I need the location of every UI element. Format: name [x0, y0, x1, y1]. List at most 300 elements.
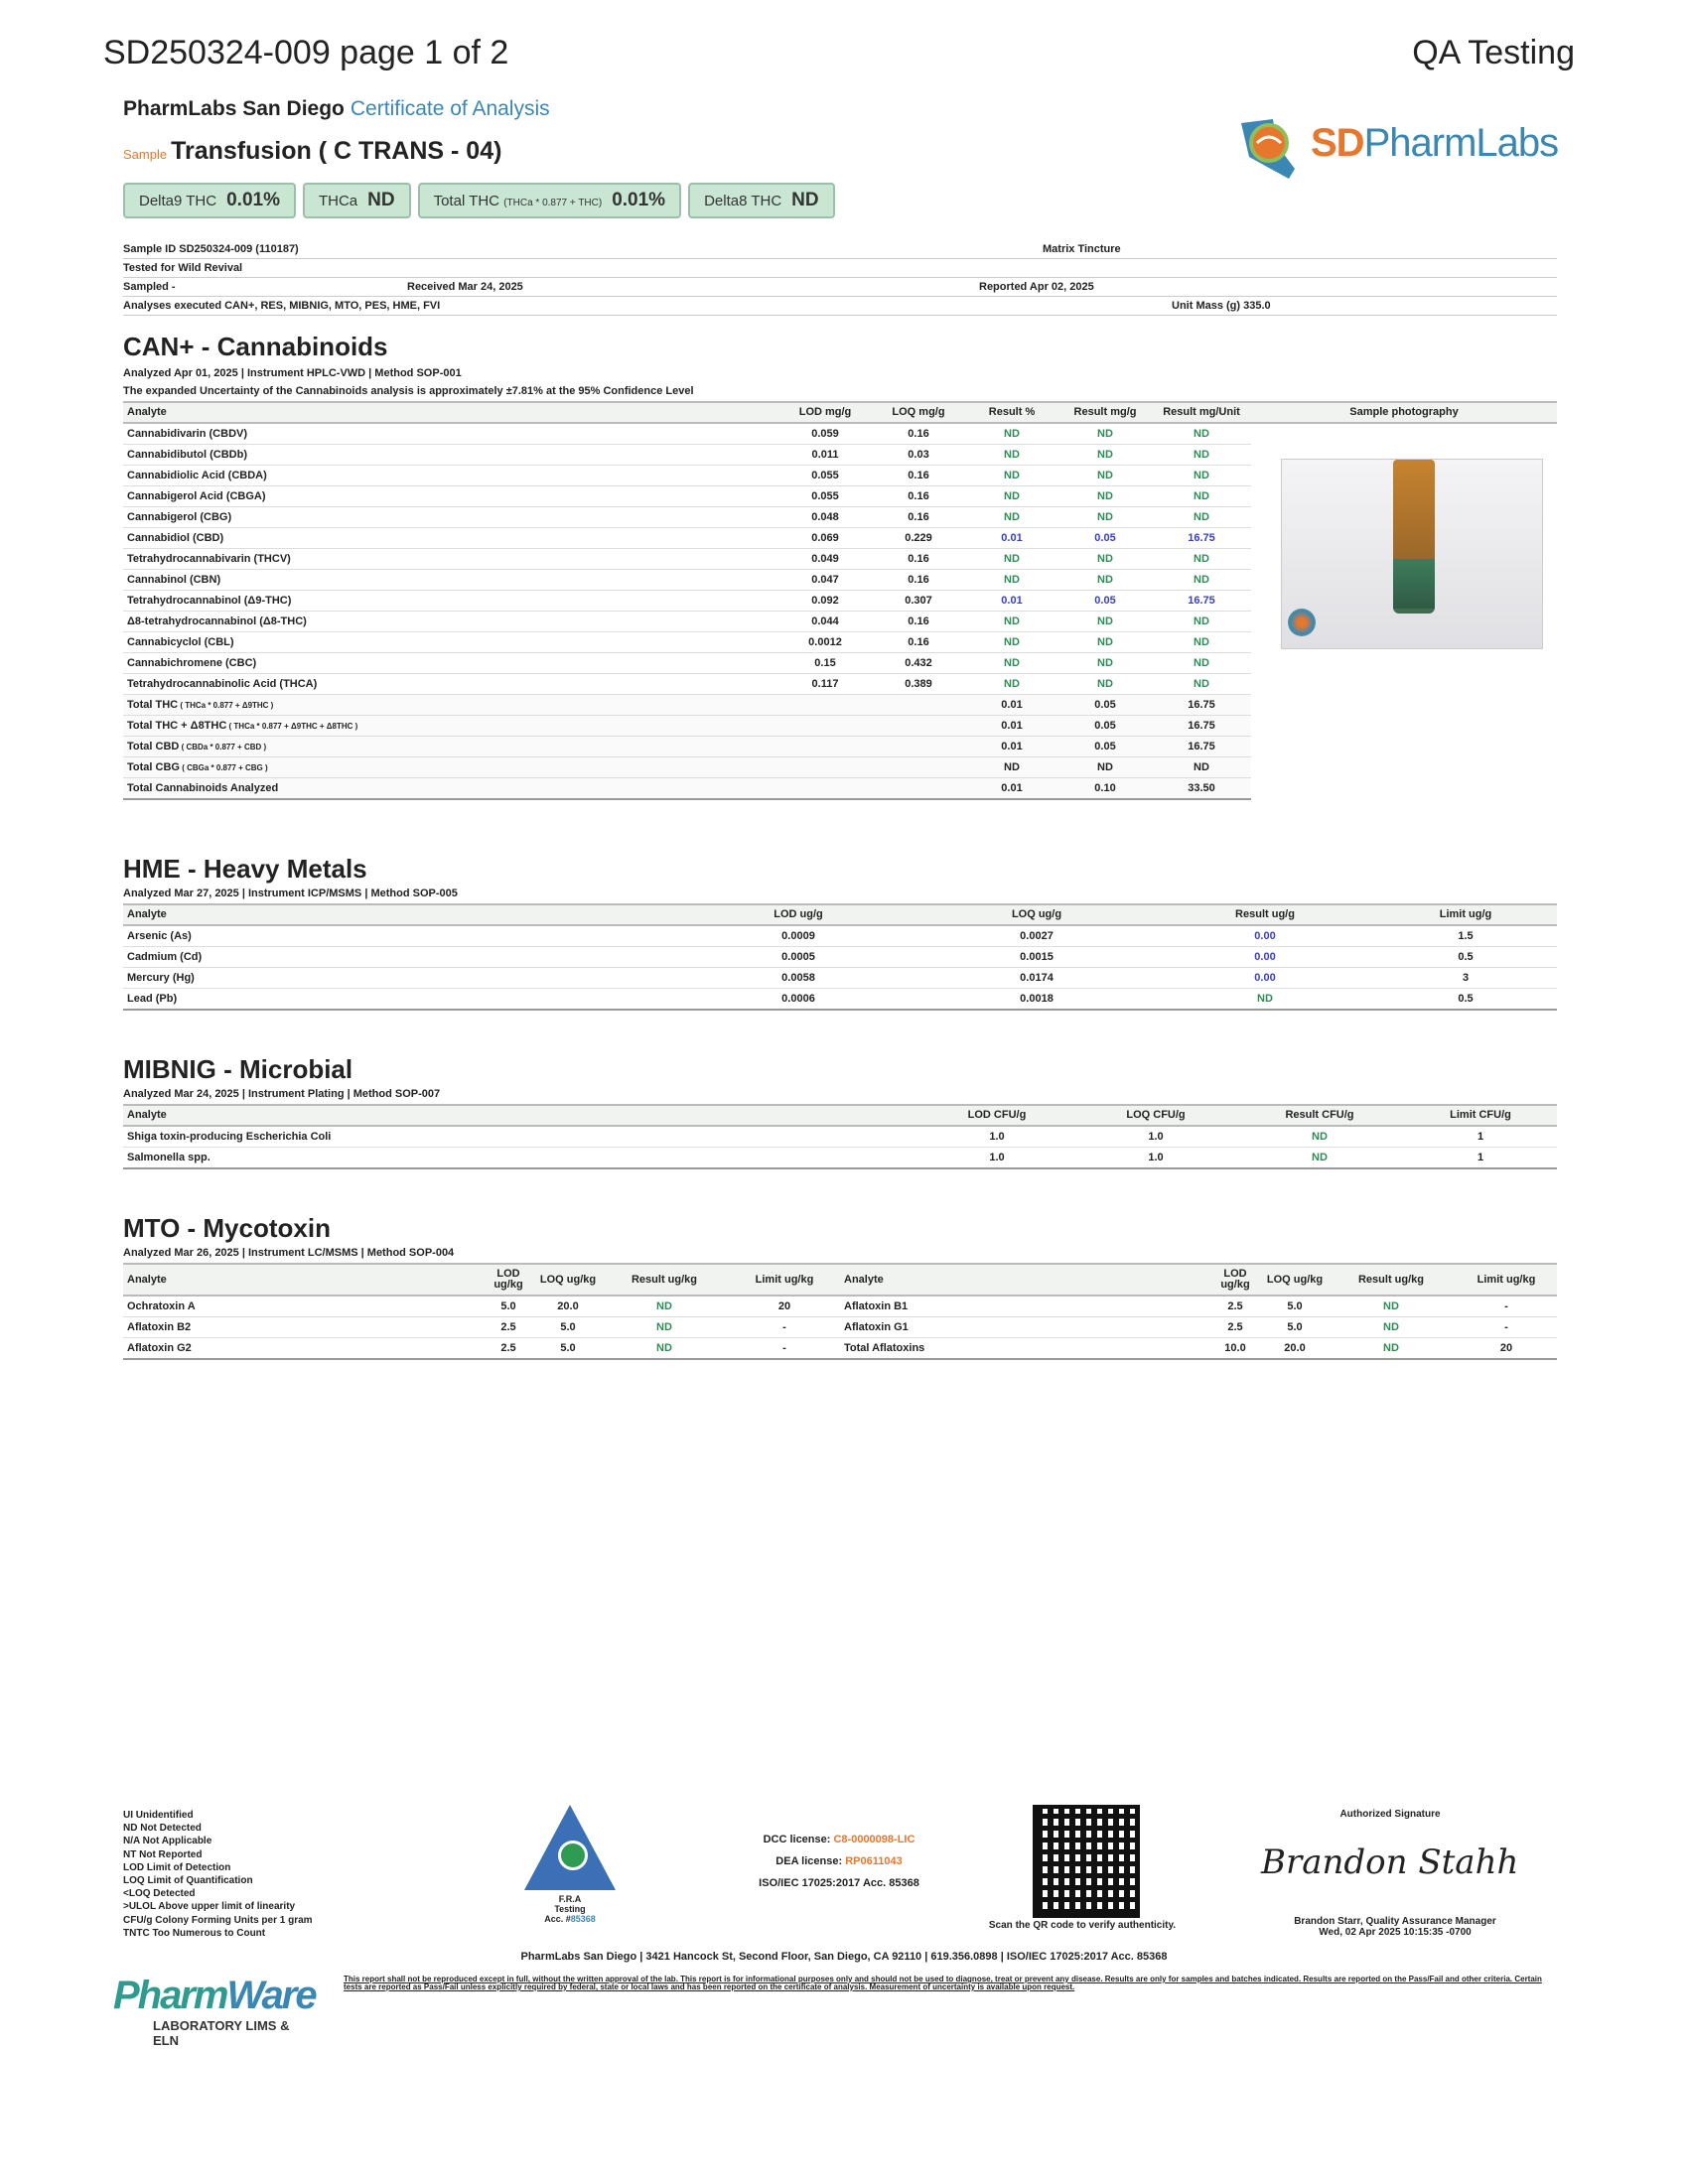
signature-image: Brandon Stahh [1261, 1843, 1519, 1882]
lod-value: 0.011 [778, 445, 872, 466]
loq-value: 5.0 [536, 1338, 600, 1360]
result-mg-g: 0.05 [1058, 528, 1152, 549]
analyte-name: Cannabigerol Acid (CBGA) [123, 486, 778, 507]
dcc-label: DCC license: [763, 1834, 834, 1845]
legend-item: LOQ Limit of Quantification [123, 1875, 253, 1887]
col-analyte: Analyte [123, 402, 778, 423]
lod-value: 1.0 [917, 1148, 1076, 1169]
lod-value: 2.5 [481, 1338, 536, 1360]
lod-value: 0.0006 [679, 989, 917, 1011]
result-percent: ND [965, 570, 1058, 591]
total-formula: ( THCa * 0.877 + Δ9THC + Δ8THC ) [226, 722, 358, 731]
logo-wordmark [1311, 121, 1558, 166]
disclaimer: This report shall not be reproduced except in full, without the written approval of the lab. This report is for informational purposes only and should not be used to diagnose, treat or prevent any disease. Results are only for samples and batches indicated. Results are reported on the Pass/Fail and other criteria. Certain tests are reported as Pass/Fail unless explicitly required by federal, state or local laws and has been reported on the certificate of analysis. Measurement of uncertainty is available upon request. [344, 1975, 1542, 1991]
loq-value: 0.0027 [917, 925, 1156, 947]
signer-name: Brandon Starr, Quality Assurance Manager [1294, 1916, 1496, 1927]
lod-value: 0.0005 [679, 947, 917, 968]
loq-value: 5.0 [536, 1317, 600, 1338]
result-mg-unit: ND [1152, 486, 1251, 507]
lod-value: 0.049 [778, 549, 872, 570]
loq-value: 0.0018 [917, 989, 1156, 1011]
loq-value: 0.03 [872, 445, 965, 466]
loq-value: 0.16 [872, 549, 965, 570]
result-percent: 0.01 [965, 716, 1058, 737]
result-mg-unit: 16.75 [1152, 591, 1251, 612]
lod-value: 0.092 [778, 591, 872, 612]
loq-value: 20.0 [1263, 1338, 1327, 1360]
result-percent: ND [965, 445, 1058, 466]
mycotoxin-table [123, 1263, 1557, 1360]
meta-sampled: Sampled - [123, 281, 176, 293]
lod-value: 0.059 [778, 423, 872, 445]
loq-value: 0.16 [872, 466, 965, 486]
limit-value: 3 [1374, 968, 1557, 989]
badge-label: Total THC [433, 193, 500, 209]
result-percent: ND [965, 674, 1058, 695]
limit-value: 0.5 [1374, 989, 1557, 1011]
legend-item: TNTC Too Numerous to Count [123, 1927, 266, 1939]
dcc-license [715, 1829, 963, 1850]
lod-value: 2.5 [1207, 1296, 1263, 1317]
fra-acc [524, 1914, 616, 1924]
analyte-name: Cannabichromene (CBC) [123, 653, 778, 674]
loq-value: 5.0 [1263, 1317, 1327, 1338]
analyte-name: Aflatoxin G2 [123, 1338, 481, 1360]
result-percent: ND [965, 423, 1058, 445]
fra-name: F.R.A [558, 1894, 582, 1904]
result-percent: 0.01 [965, 737, 1058, 757]
analyte-name: Cannabigerol (CBG) [123, 507, 778, 528]
result-mg-g: 0.05 [1058, 716, 1152, 737]
result-mg-g: 0.10 [1058, 778, 1152, 800]
col-result: Result CFU/g [1235, 1105, 1404, 1126]
lod-value: 0.0009 [679, 925, 917, 947]
col-loq: LOQ ug/g [917, 904, 1156, 925]
analyte-name: Shiga toxin-producing Escherichia Coli [123, 1126, 917, 1148]
badge-thca [303, 183, 411, 218]
result-mg-unit: ND [1152, 570, 1251, 591]
analyte-name: Salmonella spp. [123, 1148, 917, 1169]
meta-reported: Reported Apr 02, 2025 [979, 281, 1094, 293]
limit-value: 20 [1456, 1338, 1557, 1360]
cannabinoids-analysis-info: Analyzed Apr 01, 2025 | Instrument HPLC-VWD | Method SOP-001 [123, 367, 462, 379]
badge-value: 0.01% [226, 190, 280, 210]
legend-item: UI Unidentified [123, 1810, 194, 1821]
loq-value: 0.16 [872, 570, 965, 591]
logo-rest: PharmLabs [1363, 121, 1559, 165]
analyte-name: Total Aflatoxins [840, 1338, 1207, 1360]
total-name: Total THC ( THCa * 0.877 + Δ9THC ) [123, 695, 778, 716]
table-row [123, 989, 1557, 1011]
col-limit: Limit ug/kg [729, 1264, 840, 1296]
page-header-qa: QA Testing [1412, 34, 1575, 71]
license-info [715, 1829, 963, 1894]
col-loq: LOQ mg/g [872, 402, 965, 423]
result-percent: 0.01 [965, 695, 1058, 716]
table-row [123, 925, 1557, 947]
result-mg-unit: ND [1152, 423, 1251, 445]
legend-item: ND Not Detected [123, 1823, 202, 1835]
loq-value: 0.389 [872, 674, 965, 695]
dea-number: RP0611043 [845, 1855, 903, 1867]
result-mg-g: ND [1058, 549, 1152, 570]
limit-value: - [1456, 1296, 1557, 1317]
signer-info [1261, 1916, 1529, 1938]
result-mg-g: ND [1058, 445, 1152, 466]
badge-delta9 [123, 183, 296, 218]
result-percent: ND [965, 507, 1058, 528]
legend-item: LOD Limit of Detection [123, 1861, 231, 1873]
lod-value [778, 737, 872, 757]
lod-value [778, 695, 872, 716]
microbial-title: MIBNIG - Microbial [123, 1054, 353, 1084]
lod-value: 5.0 [481, 1296, 536, 1317]
metals-analysis-info: Analyzed Mar 27, 2025 | Instrument ICP/MSMS | Method SOP-005 [123, 887, 458, 899]
lod-value: 0.047 [778, 570, 872, 591]
lod-value: 10.0 [1207, 1338, 1263, 1360]
result-mg-unit: ND [1152, 757, 1251, 778]
loq-value: 0.432 [872, 653, 965, 674]
analyte-name: Aflatoxin B2 [123, 1317, 481, 1338]
result-mg-unit: 33.50 [1152, 778, 1251, 800]
lod-value: 0.0058 [679, 968, 917, 989]
badge-value: ND [367, 190, 395, 210]
loq-value: 0.307 [872, 591, 965, 612]
result-mg-unit: ND [1152, 466, 1251, 486]
result-value: ND [1235, 1148, 1404, 1169]
limit-value: 0.5 [1374, 947, 1557, 968]
table-row [123, 1338, 1557, 1360]
table-header [123, 402, 1557, 423]
lab-brand [123, 97, 550, 121]
result-value: ND [1235, 1126, 1404, 1148]
result-mg-unit: 16.75 [1152, 695, 1251, 716]
analyte-name: Tetrahydrocannabinol (Δ9-THC) [123, 591, 778, 612]
sample-tag: Sample [123, 147, 168, 162]
total-formula: ( CBDa * 0.877 + CBD ) [179, 743, 267, 751]
result-mg-unit: 16.75 [1152, 716, 1251, 737]
lod-value [778, 716, 872, 737]
meta-tested-for: Tested for Wild Revival [123, 262, 243, 274]
badge-formula: (THCa * 0.877 + THC) [503, 198, 603, 208]
sample-name: Transfusion ( C TRANS - 04) [171, 137, 502, 165]
table-row [123, 1126, 1557, 1148]
page-header-id: SD250324-009 page 1 of 2 [103, 34, 509, 71]
lod-value [778, 757, 872, 778]
fra-accreditation [524, 1805, 616, 1922]
table-header [123, 904, 1557, 925]
result-value: ND [600, 1338, 729, 1360]
col-lod-2: LOD ug/kg [1207, 1264, 1263, 1296]
loq-value: 0.16 [872, 612, 965, 632]
analyte-name: Cannabidibutol (CBDb) [123, 445, 778, 466]
analyte-name: Arsenic (As) [123, 925, 679, 947]
lod-value: 0.055 [778, 466, 872, 486]
table-row [123, 423, 1557, 445]
meta-row [123, 278, 1557, 297]
col-result-2: Result ug/kg [1327, 1264, 1456, 1296]
col-lod: LOD ug/g [679, 904, 917, 925]
sample-title [123, 137, 501, 166]
result-value: ND [1156, 989, 1374, 1011]
analyte-name: Cannabidiolic Acid (CBDA) [123, 466, 778, 486]
analyte-name: Aflatoxin B1 [840, 1296, 1207, 1317]
fra-acc-number: 85368 [570, 1914, 596, 1924]
result-mg-g: 0.05 [1058, 695, 1152, 716]
loq-value: 5.0 [1263, 1296, 1327, 1317]
pharmware-logo [113, 1974, 316, 2048]
total-formula: ( CBGa * 0.877 + CBG ) [179, 763, 268, 772]
metals-table [123, 903, 1557, 1011]
signature-date: Wed, 02 Apr 2025 10:15:35 -0700 [1319, 1927, 1472, 1938]
limit-value: 1.5 [1374, 925, 1557, 947]
badge-value: ND [791, 190, 819, 210]
col-result-unit: Result mg/Unit [1152, 402, 1251, 423]
fra-sub: Testing [554, 1904, 586, 1914]
badge-label: Delta8 THC [704, 193, 782, 209]
loq-value [872, 695, 965, 716]
result-mg-g: 0.05 [1058, 591, 1152, 612]
fra-atom-icon [558, 1841, 588, 1870]
limit-value: - [1456, 1317, 1557, 1338]
loq-value: 20.0 [536, 1296, 600, 1317]
result-mg-g: ND [1058, 570, 1152, 591]
result-value: 0.00 [1156, 968, 1374, 989]
cannabinoids-title: CAN+ - Cannabinoids [123, 332, 388, 361]
limit-value: 1 [1404, 1126, 1557, 1148]
mycotoxin-analysis-info: Analyzed Mar 26, 2025 | Instrument LC/MSMS | Method SOP-004 [123, 1247, 455, 1259]
loq-value: 0.0174 [917, 968, 1156, 989]
result-mg-g: ND [1058, 632, 1152, 653]
col-limit: Limit ug/g [1374, 904, 1557, 925]
col-result-pct: Result % [965, 402, 1058, 423]
analyte-name: Cadmium (Cd) [123, 947, 679, 968]
col-result-mgg: Result mg/g [1058, 402, 1152, 423]
result-value: ND [1327, 1296, 1456, 1317]
dcc-number: C8-0000098-LIC [833, 1834, 915, 1845]
metals-title: HME - Heavy Metals [123, 854, 367, 884]
result-mg-unit: 16.75 [1152, 528, 1251, 549]
qr-caption: Scan the QR code to verify authenticity. [988, 1920, 1177, 1931]
pharmware-a: Pharm [113, 1974, 227, 2017]
result-mg-unit: ND [1152, 612, 1251, 632]
result-mg-g: ND [1058, 653, 1152, 674]
analyte-name: Ochratoxin A [123, 1296, 481, 1317]
lod-value: 2.5 [1207, 1317, 1263, 1338]
qr-code-icon[interactable] [1033, 1805, 1140, 1918]
badge-label: Delta9 THC [139, 193, 217, 209]
result-value: ND [600, 1296, 729, 1317]
col-lod: LOD ug/kg [481, 1264, 536, 1296]
analyte-name: Cannabicyclol (CBL) [123, 632, 778, 653]
badge-total-thc [418, 183, 681, 218]
total-name: Total THC + Δ8THC ( THCa * 0.877 + Δ9THC + Δ8THC ) [123, 716, 778, 737]
result-mg-g: ND [1058, 486, 1152, 507]
col-loq: LOQ CFU/g [1076, 1105, 1235, 1126]
meta-row [123, 297, 1557, 316]
analyte-name: Mercury (Hg) [123, 968, 679, 989]
result-percent: 0.01 [965, 528, 1058, 549]
table-row [123, 968, 1557, 989]
loq-value [872, 757, 965, 778]
result-mg-g: ND [1058, 674, 1152, 695]
result-mg-g: ND [1058, 466, 1152, 486]
total-name: Total CBD ( CBDa * 0.877 + CBD ) [123, 737, 778, 757]
loq-value: 0.229 [872, 528, 965, 549]
pharmware-b: Ware [226, 1974, 316, 2017]
logo-sd: SD [1311, 121, 1364, 165]
meta-unit-mass: Unit Mass (g) 335.0 [1172, 300, 1271, 312]
sample-photo [1281, 459, 1543, 649]
col-result: Result ug/kg [600, 1264, 729, 1296]
result-mg-g: ND [1058, 423, 1152, 445]
lod-value: 0.044 [778, 612, 872, 632]
analyte-name: Cannabidiol (CBD) [123, 528, 778, 549]
lod-value: 0.15 [778, 653, 872, 674]
lod-value: 0.0012 [778, 632, 872, 653]
analyte-name: Δ8-tetrahydrocannabinol (Δ8-THC) [123, 612, 778, 632]
doc-type: Certificate of Analysis [350, 97, 550, 120]
result-percent: ND [965, 757, 1058, 778]
col-limit: Limit CFU/g [1404, 1105, 1557, 1126]
result-mg-unit: ND [1152, 653, 1251, 674]
pharmware-sub: LABORATORY LIMS & ELN [153, 2018, 290, 2048]
signature-caption: Authorized Signature [1339, 1809, 1441, 1820]
loq-value: 0.16 [872, 632, 965, 653]
table-row [123, 1317, 1557, 1338]
result-percent: ND [965, 612, 1058, 632]
col-analyte-2: Analyte [840, 1264, 1207, 1296]
analyte-name: Lead (Pb) [123, 989, 679, 1011]
result-value: ND [1327, 1317, 1456, 1338]
loq-value: 0.16 [872, 507, 965, 528]
result-percent: ND [965, 466, 1058, 486]
microbial-table [123, 1104, 1557, 1169]
lab-name: PharmLabs San Diego [123, 97, 345, 120]
meta-matrix: Matrix Tincture [1043, 243, 1121, 255]
limit-value: - [729, 1338, 840, 1360]
meta-sample-id: Sample ID SD250324-009 (110187) [123, 243, 299, 255]
total-name: Total Cannabinoids Analyzed [123, 778, 778, 800]
pharmware-wordmark [113, 1974, 316, 2018]
table-header [123, 1105, 1557, 1126]
result-percent: ND [965, 549, 1058, 570]
analyte-name: Cannabidivarin (CBDV) [123, 423, 778, 445]
lod-value [778, 778, 872, 800]
result-mg-g: ND [1058, 507, 1152, 528]
result-percent: ND [965, 653, 1058, 674]
badge-value: 0.01% [612, 190, 666, 210]
fra-text [524, 1894, 616, 1924]
analyte-name: Aflatoxin G1 [840, 1317, 1207, 1338]
analyte-name: Tetrahydrocannabinolic Acid (THCA) [123, 674, 778, 695]
cannabinoids-uncertainty: The expanded Uncertainty of the Cannabinoids analysis is approximately ±7.81% at the 95% Confidence Level [123, 385, 694, 397]
loq-value: 0.16 [872, 486, 965, 507]
col-photo: Sample photography [1251, 402, 1557, 423]
legend-item: NT Not Reported [123, 1848, 203, 1860]
result-mg-unit: ND [1152, 445, 1251, 466]
dea-license [715, 1850, 963, 1872]
lab-address: PharmLabs San Diego | 3421 Hancock St, Second Floor, San Diego, CA 92110 | 619.356.0898 | ISO/IEC 17025:2017 Acc. 85368 [520, 1951, 1168, 1963]
col-analyte: Analyte [123, 1264, 481, 1296]
dea-label: DEA license: [775, 1855, 846, 1867]
result-mg-unit: ND [1152, 507, 1251, 528]
analyte-name: Cannabinol (CBN) [123, 570, 778, 591]
sample-metadata [123, 240, 1557, 316]
result-percent: 0.01 [965, 591, 1058, 612]
lod-value: 0.055 [778, 486, 872, 507]
meta-row [123, 259, 1557, 278]
badge-label: THCa [318, 193, 358, 209]
result-mg-unit: 16.75 [1152, 737, 1251, 757]
iso-accreditation: ISO/IEC 17025:2017 Acc. 85368 [759, 1877, 919, 1889]
loq-value [872, 716, 965, 737]
result-mg-g: ND [1058, 757, 1152, 778]
loq-value [872, 737, 965, 757]
meta-row [123, 240, 1557, 259]
limit-value: - [729, 1317, 840, 1338]
result-percent: ND [965, 632, 1058, 653]
table-row [123, 1296, 1557, 1317]
col-limit-2: Limit ug/kg [1456, 1264, 1557, 1296]
total-formula: ( THCa * 0.877 + Δ9THC ) [178, 701, 274, 710]
lod-value: 0.117 [778, 674, 872, 695]
result-mg-g: ND [1058, 612, 1152, 632]
sdpharmlabs-logo [1229, 109, 1557, 185]
lod-value: 0.069 [778, 528, 872, 549]
photo-logo-icon [1288, 609, 1316, 636]
loq-value: 1.0 [1076, 1148, 1235, 1169]
bottle-label [1393, 559, 1435, 609]
result-mg-unit: ND [1152, 632, 1251, 653]
legend-item: N/A Not Applicable [123, 1836, 212, 1847]
loq-value: 0.16 [872, 423, 965, 445]
mycotoxin-title: MTO - Mycotoxin [123, 1213, 331, 1243]
lod-value: 0.048 [778, 507, 872, 528]
lod-value: 1.0 [917, 1126, 1076, 1148]
limit-value: 1 [1404, 1148, 1557, 1169]
result-percent: 0.01 [965, 778, 1058, 800]
col-lod: LOD CFU/g [917, 1105, 1076, 1126]
analyte-name: Tetrahydrocannabivarin (THCV) [123, 549, 778, 570]
meta-analyses: Analyses executed CAN+, RES, MIBNIG, MTO, PES, HME, FVI [123, 300, 441, 312]
abbreviation-legend [123, 1809, 313, 1940]
loq-value: 1.0 [1076, 1126, 1235, 1148]
result-percent: ND [965, 486, 1058, 507]
lod-value: 2.5 [481, 1317, 536, 1338]
meta-received: Received Mar 24, 2025 [407, 281, 523, 293]
loq-value: 0.0015 [917, 947, 1156, 968]
result-mg-g: 0.05 [1058, 737, 1152, 757]
loq-value [872, 778, 965, 800]
result-value: 0.00 [1156, 925, 1374, 947]
result-mg-unit: ND [1152, 674, 1251, 695]
col-analyte: Analyte [123, 1105, 917, 1126]
table-header [123, 1264, 1557, 1296]
legend-item: >ULOL Above upper limit of linearity [123, 1901, 296, 1913]
california-globe-icon [1229, 109, 1309, 185]
summary-badges [123, 183, 835, 218]
col-loq: LOQ ug/kg [536, 1264, 600, 1296]
col-analyte: Analyte [123, 904, 679, 925]
legend-item: CFU/g Colony Forming Units per 1 gram [123, 1914, 313, 1926]
badge-delta8 [688, 183, 835, 218]
legend-item: <LOQ Detected [123, 1888, 196, 1900]
limit-value: 20 [729, 1296, 840, 1317]
result-value: ND [1327, 1338, 1456, 1360]
result-mg-unit: ND [1152, 549, 1251, 570]
fra-acc-prefix: Acc. # [544, 1914, 571, 1924]
